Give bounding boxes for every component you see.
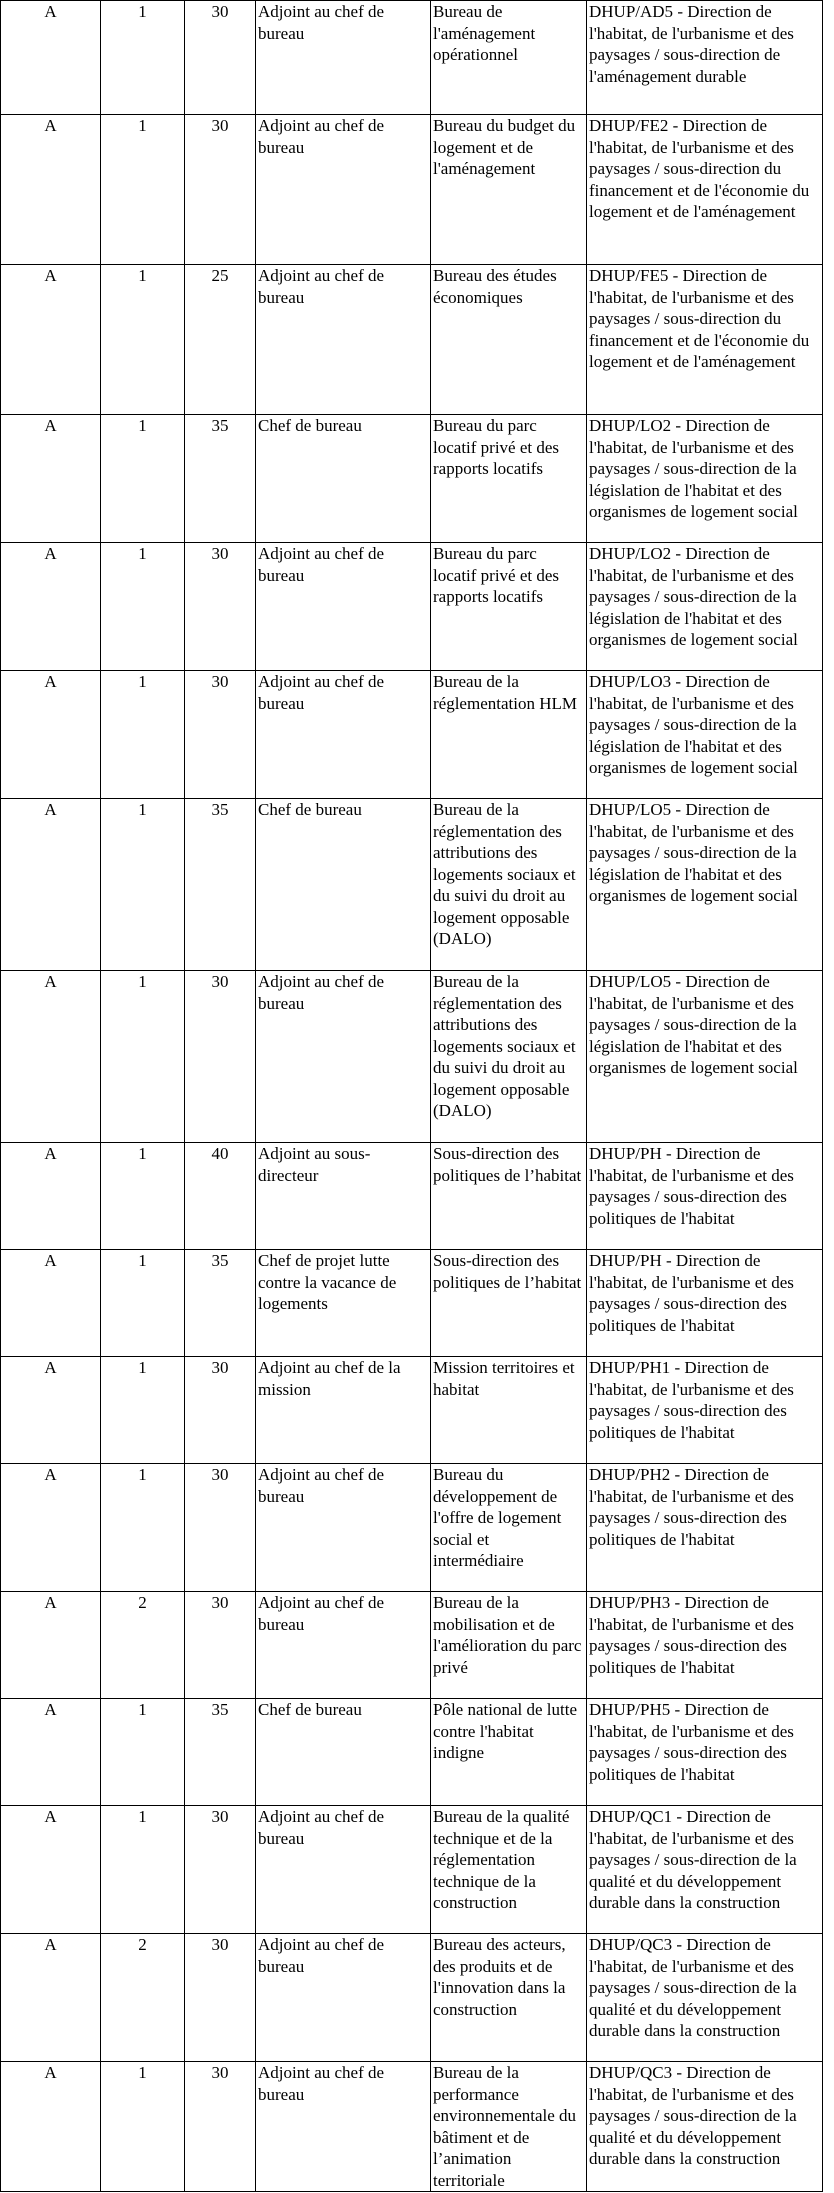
count-cell: 1 — [101, 1, 185, 115]
category-cell: A — [1, 1464, 101, 1592]
direction-code: DHUP/FE5 — [589, 266, 669, 285]
direction-description: Direction de l'habitat, de l'urbanisme et des paysages / sous-direction des politiques de l'habitat — [589, 1144, 794, 1228]
table-row — [1, 1464, 823, 1592]
table-row — [1, 115, 823, 265]
category-cell: A — [1, 2062, 101, 2192]
service-cell: Mission territoires et habitat — [431, 1357, 587, 1464]
direction-description: Direction de l'habitat, de l'urbanisme et des paysages / sous-direction de la législation de l'habitat et des organismes de logement social — [589, 544, 798, 649]
table-row — [1, 1806, 823, 1934]
direction-cell: DHUP/QC1 - Direction de l'habitat, de l'urbanisme et des paysages / sous-direction de la qualité et du développement durable dans la construction — [587, 1806, 823, 1934]
service-cell: Bureau du développement de l'offre de logement social et intermédiaire — [431, 1464, 587, 1592]
direction-description: Direction de l'habitat, de l'urbanisme et des paysages / sous-direction de la législation de l'habitat et des organismes de logement social — [589, 416, 798, 521]
points-cell: 30 — [185, 543, 256, 671]
position-cell: Chef de bureau — [256, 799, 431, 971]
table-row — [1, 1, 823, 115]
service-cell: Sous-direction des politiques de l’habitat — [431, 1250, 587, 1357]
points-cell: 30 — [185, 1806, 256, 1934]
position-cell: Chef de bureau — [256, 415, 431, 543]
table-row — [1, 799, 823, 971]
count-cell: 1 — [101, 671, 185, 799]
position-cell: Adjoint au chef de bureau — [256, 1464, 431, 1592]
direction-code: DHUP/LO2 — [589, 416, 672, 435]
direction-cell: DHUP/PH - Direction de l'habitat, de l'urbanisme et des paysages / sous-direction des politiques de l'habitat — [587, 1250, 823, 1357]
position-cell: Adjoint au chef de bureau — [256, 971, 431, 1143]
position-cell: Adjoint au chef de bureau — [256, 1934, 431, 2062]
service-cell: Bureau de la réglementation des attributions des logements sociaux et du suivi du droit au logement opposable (DALO) — [431, 799, 587, 971]
direction-cell: DHUP/FE2 - Direction de l'habitat, de l'urbanisme et des paysages / sous-direction du financement et de l'économie du logement et de l'aménagement — [587, 115, 823, 265]
points-cell: 35 — [185, 1699, 256, 1806]
table-row — [1, 265, 823, 415]
count-cell: 1 — [101, 2062, 185, 2192]
direction-code: DHUP/PH1 — [589, 1358, 671, 1377]
direction-code: DHUP/PH — [589, 1144, 662, 1163]
count-cell: 1 — [101, 1250, 185, 1357]
count-cell: 1 — [101, 1699, 185, 1806]
count-cell: 1 — [101, 265, 185, 415]
category-cell: A — [1, 1699, 101, 1806]
table-row — [1, 543, 823, 671]
count-cell: 2 — [101, 1592, 185, 1699]
position-cell: Adjoint au chef de bureau — [256, 2062, 431, 2192]
table-row — [1, 671, 823, 799]
direction-cell: DHUP/QC3 - Direction de l'habitat, de l'urbanisme et des paysages / sous-direction de la qualité et du développement durable dans la construction — [587, 2062, 823, 2192]
service-cell: Bureau de la qualité technique et de la réglementation technique de la construction — [431, 1806, 587, 1934]
direction-cell: DHUP/LO2 - Direction de l'habitat, de l'urbanisme et des paysages / sous-direction de la législation de l'habitat et des organismes de logement social — [587, 543, 823, 671]
table-row — [1, 1143, 823, 1250]
direction-code: DHUP/FE2 — [589, 116, 669, 135]
direction-code: DHUP/LO3 — [589, 672, 672, 691]
category-cell: A — [1, 1806, 101, 1934]
service-cell: Bureau de la mobilisation et de l'amélioration du parc privé — [431, 1592, 587, 1699]
direction-description: Direction de l'habitat, de l'urbanisme et des paysages / sous-direction de la qualité et du développement durable dans la construction — [589, 1935, 797, 2040]
service-cell: Bureau des acteurs, des produits et de l'innovation dans la construction — [431, 1934, 587, 2062]
count-cell: 1 — [101, 1464, 185, 1592]
points-cell: 30 — [185, 1934, 256, 2062]
direction-cell: DHUP/AD5 - Direction de l'habitat, de l'urbanisme et des paysages / sous-direction de l'aménagement durable — [587, 1, 823, 115]
category-cell: A — [1, 1, 101, 115]
points-cell: 40 — [185, 1143, 256, 1250]
service-cell: Bureau de la réglementation des attributions des logements sociaux et du suivi du droit au logement opposable (DALO) — [431, 971, 587, 1143]
table-row — [1, 2062, 823, 2192]
points-cell: 30 — [185, 671, 256, 799]
table-body — [1, 1, 823, 2192]
category-cell: A — [1, 971, 101, 1143]
points-cell: 30 — [185, 2062, 256, 2192]
direction-description: Direction de l'habitat, de l'urbanisme et des paysages / sous-direction de la qualité et du développement durable dans la construction — [589, 1807, 797, 1912]
category-cell: A — [1, 543, 101, 671]
points-cell: 25 — [185, 265, 256, 415]
points-cell: 35 — [185, 415, 256, 543]
position-cell: Adjoint au chef de bureau — [256, 1, 431, 115]
direction-cell: DHUP/FE5 - Direction de l'habitat, de l'urbanisme et des paysages / sous-direction du financement et de l'économie du logement et de l'aménagement — [587, 265, 823, 415]
direction-description: Direction de l'habitat, de l'urbanisme et des paysages / sous-direction de la qualité et du développement durable dans la construction — [589, 2063, 797, 2168]
category-cell: A — [1, 265, 101, 415]
direction-code: DHUP/QC3 — [589, 2063, 673, 2082]
category-cell: A — [1, 1143, 101, 1250]
direction-code: DHUP/LO2 — [589, 544, 672, 563]
category-cell: A — [1, 671, 101, 799]
direction-description: Direction de l'habitat, de l'urbanisme et des paysages / sous-direction du financement et de l'économie du logement et de l'aménagement — [589, 266, 810, 371]
table-row — [1, 1592, 823, 1699]
service-cell: Bureau de la performance environnementale du bâtiment et de l’animation territoriale — [431, 2062, 587, 2192]
points-cell: 30 — [185, 115, 256, 265]
points-cell: 35 — [185, 799, 256, 971]
table-row — [1, 1699, 823, 1806]
position-cell: Adjoint au chef de bureau — [256, 265, 431, 415]
count-cell: 1 — [101, 415, 185, 543]
direction-description: Direction de l'habitat, de l'urbanisme et des paysages / sous-direction des politiques de l'habitat — [589, 1358, 794, 1442]
category-cell: A — [1, 799, 101, 971]
count-cell: 1 — [101, 543, 185, 671]
direction-code: DHUP/PH5 — [589, 1700, 671, 1719]
service-cell: Bureau du budget du logement et de l'aménagement — [431, 115, 587, 265]
direction-description: Direction de l'habitat, de l'urbanisme et des paysages / sous-direction de la législation de l'habitat et des organismes de logement social — [589, 800, 798, 905]
position-cell: Adjoint au chef de bureau — [256, 543, 431, 671]
direction-cell: DHUP/QC3 - Direction de l'habitat, de l'urbanisme et des paysages / sous-direction de la qualité et du développement durable dans la construction — [587, 1934, 823, 2062]
count-cell: 1 — [101, 1143, 185, 1250]
position-cell: Adjoint au chef de bureau — [256, 115, 431, 265]
count-cell: 1 — [101, 799, 185, 971]
category-cell: A — [1, 1592, 101, 1699]
direction-code: DHUP/LO5 — [589, 972, 672, 991]
table-row — [1, 1250, 823, 1357]
points-cell: 30 — [185, 1464, 256, 1592]
position-cell: Adjoint au chef de la mission — [256, 1357, 431, 1464]
position-cell: Adjoint au sous-directeur — [256, 1143, 431, 1250]
service-cell: Bureau de la réglementation HLM — [431, 671, 587, 799]
category-cell: A — [1, 1250, 101, 1357]
points-cell: 30 — [185, 971, 256, 1143]
position-cell: Chef de bureau — [256, 1699, 431, 1806]
category-cell: A — [1, 115, 101, 265]
direction-code: DHUP/PH2 — [589, 1465, 671, 1484]
points-cell: 30 — [185, 1357, 256, 1464]
count-cell: 1 — [101, 115, 185, 265]
direction-cell: DHUP/LO5 - Direction de l'habitat, de l'urbanisme et des paysages / sous-direction de la législation de l'habitat et des organismes de logement social — [587, 971, 823, 1143]
points-cell: 30 — [185, 1, 256, 115]
direction-code: DHUP/LO5 — [589, 800, 672, 819]
direction-code: DHUP/QC3 — [589, 1935, 673, 1954]
position-cell: Chef de projet lutte contre la vacance de logements — [256, 1250, 431, 1357]
direction-cell: DHUP/LO2 - Direction de l'habitat, de l'urbanisme et des paysages / sous-direction de la législation de l'habitat et des organismes de logement social — [587, 415, 823, 543]
direction-code: DHUP/PH — [589, 1251, 662, 1270]
service-cell: Bureau du parc locatif privé et des rapports locatifs — [431, 543, 587, 671]
position-cell: Adjoint au chef de bureau — [256, 671, 431, 799]
direction-description: Direction de l'habitat, de l'urbanisme et des paysages / sous-direction des politiques de l'habitat — [589, 1251, 794, 1335]
direction-cell: DHUP/PH3 - Direction de l'habitat, de l'urbanisme et des paysages / sous-direction des politiques de l'habitat — [587, 1592, 823, 1699]
table-row — [1, 415, 823, 543]
direction-code: DHUP/PH3 — [589, 1593, 671, 1612]
service-cell: Bureau de l'aménagement opérationnel — [431, 1, 587, 115]
position-cell: Adjoint au chef de bureau — [256, 1592, 431, 1699]
position-cell: Adjoint au chef de bureau — [256, 1806, 431, 1934]
direction-description: Direction de l'habitat, de l'urbanisme et des paysages / sous-direction du financement et de l'économie du logement et de l'aménagement — [589, 116, 810, 221]
service-cell: Bureau du parc locatif privé et des rapports locatifs — [431, 415, 587, 543]
direction-cell: DHUP/PH1 - Direction de l'habitat, de l'urbanisme et des paysages / sous-direction des politiques de l'habitat — [587, 1357, 823, 1464]
direction-description: Direction de l'habitat, de l'urbanisme et des paysages / sous-direction de l'aménagement durable — [589, 2, 794, 86]
direction-description: Direction de l'habitat, de l'urbanisme et des paysages / sous-direction des politiques de l'habitat — [589, 1593, 794, 1677]
count-cell: 1 — [101, 1357, 185, 1464]
direction-cell: DHUP/PH - Direction de l'habitat, de l'urbanisme et des paysages / sous-direction des politiques de l'habitat — [587, 1143, 823, 1250]
direction-description: Direction de l'habitat, de l'urbanisme et des paysages / sous-direction des politiques de l'habitat — [589, 1700, 794, 1784]
count-cell: 1 — [101, 1806, 185, 1934]
direction-cell: DHUP/LO3 - Direction de l'habitat, de l'urbanisme et des paysages / sous-direction de la législation de l'habitat et des organismes de logement social — [587, 671, 823, 799]
direction-cell: DHUP/PH5 - Direction de l'habitat, de l'urbanisme et des paysages / sous-direction des politiques de l'habitat — [587, 1699, 823, 1806]
count-cell: 1 — [101, 971, 185, 1143]
count-cell: 2 — [101, 1934, 185, 2062]
category-cell: A — [1, 415, 101, 543]
category-cell: A — [1, 1357, 101, 1464]
direction-description: Direction de l'habitat, de l'urbanisme et des paysages / sous-direction de la législation de l'habitat et des organismes de logement social — [589, 672, 798, 777]
category-cell: A — [1, 1934, 101, 2062]
direction-cell: DHUP/PH2 - Direction de l'habitat, de l'urbanisme et des paysages / sous-direction des politiques de l'habitat — [587, 1464, 823, 1592]
direction-description: Direction de l'habitat, de l'urbanisme et des paysages / sous-direction de la législation de l'habitat et des organismes de logement social — [589, 972, 798, 1077]
service-cell: Sous-direction des politiques de l’habitat — [431, 1143, 587, 1250]
table-row — [1, 971, 823, 1143]
direction-cell: DHUP/LO5 - Direction de l'habitat, de l'urbanisme et des paysages / sous-direction de la législation de l'habitat et des organismes de logement social — [587, 799, 823, 971]
points-cell: 30 — [185, 1592, 256, 1699]
table-row — [1, 1934, 823, 2062]
table-row — [1, 1357, 823, 1464]
points-cell: 35 — [185, 1250, 256, 1357]
service-cell: Bureau des études économiques — [431, 265, 587, 415]
service-cell: Pôle national de lutte contre l'habitat indigne — [431, 1699, 587, 1806]
direction-code: DHUP/QC1 — [589, 1807, 673, 1826]
direction-code: DHUP/AD5 — [589, 2, 674, 21]
direction-description: Direction de l'habitat, de l'urbanisme et des paysages / sous-direction des politiques de l'habitat — [589, 1465, 794, 1549]
